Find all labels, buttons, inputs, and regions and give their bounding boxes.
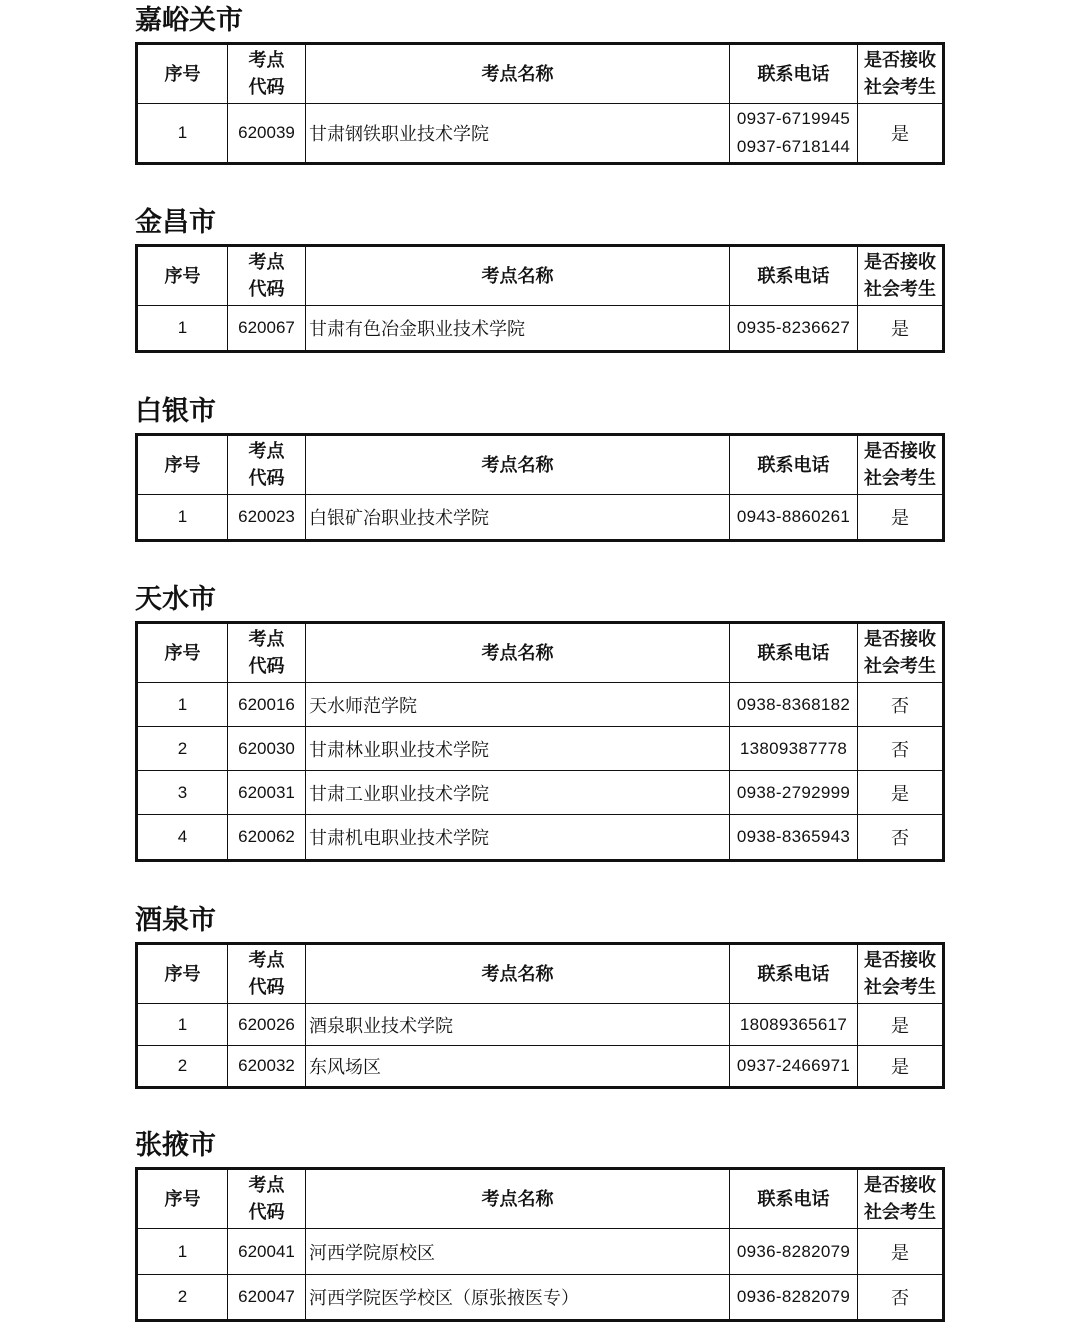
phone-number: 0937-6718144	[736, 137, 851, 156]
accept-cell: 否	[858, 683, 944, 727]
phone-number: 0936-8282079	[736, 1287, 851, 1306]
site-code-cell: 620032	[228, 1046, 306, 1088]
exam-site-table	[135, 433, 945, 542]
seq-cell: 3	[137, 771, 228, 815]
site-name-cell: 东风场区	[306, 1046, 730, 1088]
header-code	[228, 246, 306, 306]
phone-number: 0938-8368182	[736, 694, 851, 714]
phone-number: 0937-6719945	[736, 109, 851, 128]
header-phone: 联系电话	[730, 944, 858, 1004]
header-seq: 序号	[137, 246, 228, 306]
header-code-line: 代码	[248, 279, 285, 300]
site-code-cell: 620039	[228, 104, 306, 164]
header-name: 考点名称	[306, 44, 730, 104]
table-row	[137, 771, 944, 815]
phone-cell	[730, 104, 858, 164]
site-code-cell: 620047	[228, 1275, 306, 1321]
seq-cell: 1	[137, 1004, 228, 1046]
accept-cell: 是	[858, 104, 944, 164]
phone-number: 0938-8365943	[736, 827, 851, 846]
seq-cell: 2	[137, 1046, 228, 1088]
header-code-line: 考点	[248, 252, 285, 273]
site-name-cell: 河西学院医学校区（原张掖医专）	[306, 1275, 730, 1321]
seq-cell: 1	[137, 306, 228, 352]
header-name: 考点名称	[306, 623, 730, 683]
header-seq: 序号	[137, 623, 228, 683]
header-code-line: 考点	[248, 50, 285, 71]
header-accept	[858, 435, 944, 495]
header-seq: 序号	[137, 44, 228, 104]
header-seq: 序号	[137, 1169, 228, 1229]
seq-cell: 1	[137, 104, 228, 164]
header-accept-line: 是否接收	[864, 50, 936, 71]
header-accept-line: 社会考生	[864, 279, 936, 300]
table-header-row	[137, 944, 944, 1004]
header-accept-line: 社会考生	[864, 1202, 936, 1223]
header-seq: 序号	[137, 435, 228, 495]
site-name-cell: 甘肃有色冶金职业技术学院	[306, 306, 730, 352]
header-name: 考点名称	[306, 944, 730, 1004]
phone-cell	[730, 727, 858, 771]
header-accept-line: 是否接收	[864, 950, 936, 971]
header-code-line: 考点	[248, 1175, 285, 1196]
phone-cell	[730, 1046, 858, 1088]
accept-cell: 否	[858, 815, 944, 861]
header-code	[228, 623, 306, 683]
header-code	[228, 435, 306, 495]
table-row	[137, 683, 944, 727]
exam-site-table	[135, 942, 945, 1089]
header-name: 考点名称	[306, 435, 730, 495]
accept-cell: 是	[858, 771, 944, 815]
table-row	[137, 495, 944, 541]
site-name-cell: 酒泉职业技术学院	[306, 1004, 730, 1046]
header-accept-line: 社会考生	[864, 468, 936, 489]
phone-number: 0936-8282079	[736, 1241, 851, 1261]
header-code	[228, 1169, 306, 1229]
header-code-line: 代码	[248, 656, 285, 677]
site-code-cell: 620023	[228, 495, 306, 541]
accept-cell: 是	[858, 1046, 944, 1088]
header-code-line: 考点	[248, 629, 285, 650]
seq-cell: 2	[137, 727, 228, 771]
header-accept	[858, 44, 944, 104]
accept-cell: 否	[858, 1275, 944, 1321]
header-code-line: 代码	[248, 977, 285, 998]
site-name-cell: 河西学院原校区	[306, 1229, 730, 1275]
header-code-line: 代码	[248, 77, 285, 98]
header-accept	[858, 246, 944, 306]
site-code-cell: 620067	[228, 306, 306, 352]
site-code-cell: 620016	[228, 683, 306, 727]
header-phone: 联系电话	[730, 1169, 858, 1229]
city-title: 酒泉市	[135, 905, 216, 936]
phone-cell	[730, 771, 858, 815]
site-name-cell: 甘肃机电职业技术学院	[306, 815, 730, 861]
city-title: 金昌市	[135, 207, 216, 238]
table-header-row	[137, 246, 944, 306]
city-title: 嘉峪关市	[135, 5, 243, 36]
header-accept-line: 社会考生	[864, 77, 936, 98]
header-accept	[858, 623, 944, 683]
phone-cell	[730, 683, 858, 727]
site-code-cell: 620031	[228, 771, 306, 815]
header-seq: 序号	[137, 944, 228, 1004]
table-header-row	[137, 623, 944, 683]
exam-site-table	[135, 1167, 945, 1322]
table-row	[137, 1229, 944, 1275]
accept-cell: 是	[858, 1229, 944, 1275]
exam-site-table	[135, 621, 945, 862]
header-phone: 联系电话	[730, 623, 858, 683]
phone-number: 18089365617	[739, 1014, 848, 1034]
header-accept	[858, 1169, 944, 1229]
phone-number: 0938-2792999	[736, 782, 851, 802]
table-row	[137, 104, 944, 164]
header-accept-line: 是否接收	[864, 1175, 936, 1196]
header-accept-line: 社会考生	[864, 656, 936, 677]
table-row	[137, 306, 944, 352]
site-code-cell: 620062	[228, 815, 306, 861]
site-name-cell: 白银矿冶职业技术学院	[306, 495, 730, 541]
header-name: 考点名称	[306, 246, 730, 306]
seq-cell: 1	[137, 1229, 228, 1275]
header-code-line: 代码	[248, 468, 285, 489]
table-row	[137, 1004, 944, 1046]
exam-site-table	[135, 244, 945, 353]
city-title: 白银市	[135, 396, 216, 427]
header-code-line: 考点	[248, 950, 285, 971]
seq-cell: 4	[137, 815, 228, 861]
table-header-row	[137, 1169, 944, 1229]
phone-cell	[730, 1229, 858, 1275]
header-phone: 联系电话	[730, 44, 858, 104]
seq-cell: 1	[137, 683, 228, 727]
site-name-cell: 甘肃工业职业技术学院	[306, 771, 730, 815]
accept-cell: 否	[858, 727, 944, 771]
city-title: 张掖市	[135, 1130, 216, 1161]
site-code-cell: 620041	[228, 1229, 306, 1275]
seq-cell: 2	[137, 1275, 228, 1321]
header-code	[228, 944, 306, 1004]
table-row	[137, 1275, 944, 1321]
phone-number: 0935-8236627	[736, 318, 851, 337]
table-header-row	[137, 44, 944, 104]
table-row	[137, 815, 944, 861]
phone-cell	[730, 495, 858, 541]
site-name-cell: 天水师范学院	[306, 683, 730, 727]
header-name: 考点名称	[306, 1169, 730, 1229]
site-name-cell: 甘肃钢铁职业技术学院	[306, 104, 730, 164]
table-row	[137, 1046, 944, 1088]
accept-cell: 是	[858, 1004, 944, 1046]
phone-cell	[730, 815, 858, 861]
header-accept-line: 是否接收	[864, 252, 936, 273]
exam-site-table	[135, 42, 945, 165]
site-code-cell: 620030	[228, 727, 306, 771]
phone-cell	[730, 1004, 858, 1046]
phone-cell	[730, 306, 858, 352]
accept-cell: 是	[858, 306, 944, 352]
header-code-line: 考点	[248, 441, 285, 462]
header-accept-line: 是否接收	[864, 629, 936, 650]
seq-cell: 1	[137, 495, 228, 541]
site-code-cell: 620026	[228, 1004, 306, 1046]
header-phone: 联系电话	[730, 246, 858, 306]
table-header-row	[137, 435, 944, 495]
header-code	[228, 44, 306, 104]
phone-cell	[730, 1275, 858, 1321]
phone-number: 13809387778	[739, 738, 848, 758]
table-row	[137, 727, 944, 771]
header-phone: 联系电话	[730, 435, 858, 495]
phone-number: 0943-8860261	[736, 507, 851, 526]
phone-number: 0937-2466971	[736, 1056, 851, 1075]
accept-cell: 是	[858, 495, 944, 541]
city-title: 天水市	[135, 584, 216, 615]
header-accept-line: 是否接收	[864, 441, 936, 462]
site-name-cell: 甘肃林业职业技术学院	[306, 727, 730, 771]
header-code-line: 代码	[248, 1202, 285, 1223]
header-accept	[858, 944, 944, 1004]
header-accept-line: 社会考生	[864, 977, 936, 998]
